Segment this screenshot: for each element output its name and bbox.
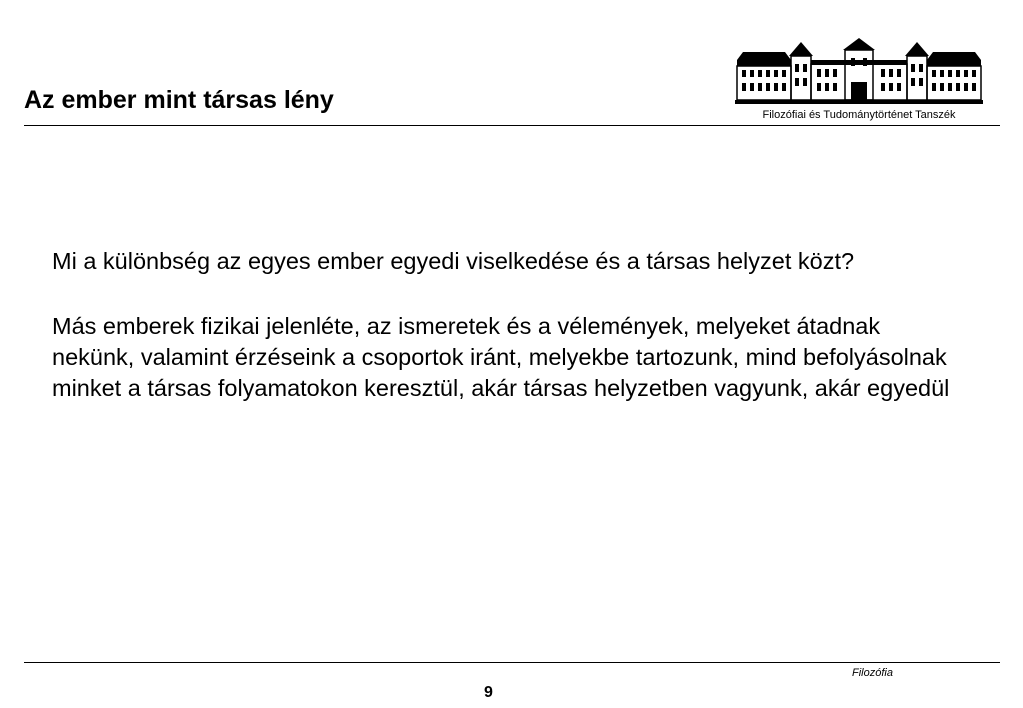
footer-label: Filozófia bbox=[852, 667, 893, 679]
page-number: 9 bbox=[484, 684, 493, 701]
slide-body bbox=[52, 246, 952, 438]
university-building-logo-icon bbox=[733, 38, 985, 108]
footer-divider bbox=[24, 662, 1000, 663]
paragraph-explanation: Más emberek fizikai jelenléte, az ismeretek és a vélemények, melyeket átadnak nekünk, valamint érzéseink a csoportok iránt, melyekbe tartozunk, mind befolyásolnak minket a társas folyamatokon keresztül, akár társas helyzetben vagyunk, akár egyedül bbox=[52, 313, 950, 401]
paragraph-question: Mi a különbség az egyes ember egyedi viselkedése és a társas helyzet közt? bbox=[52, 248, 855, 274]
department-name: Filozófiai és Tudománytörténet Tanszék bbox=[762, 109, 956, 121]
header-divider bbox=[24, 125, 1000, 126]
slide-title: Az ember mint társas lény bbox=[24, 86, 334, 114]
